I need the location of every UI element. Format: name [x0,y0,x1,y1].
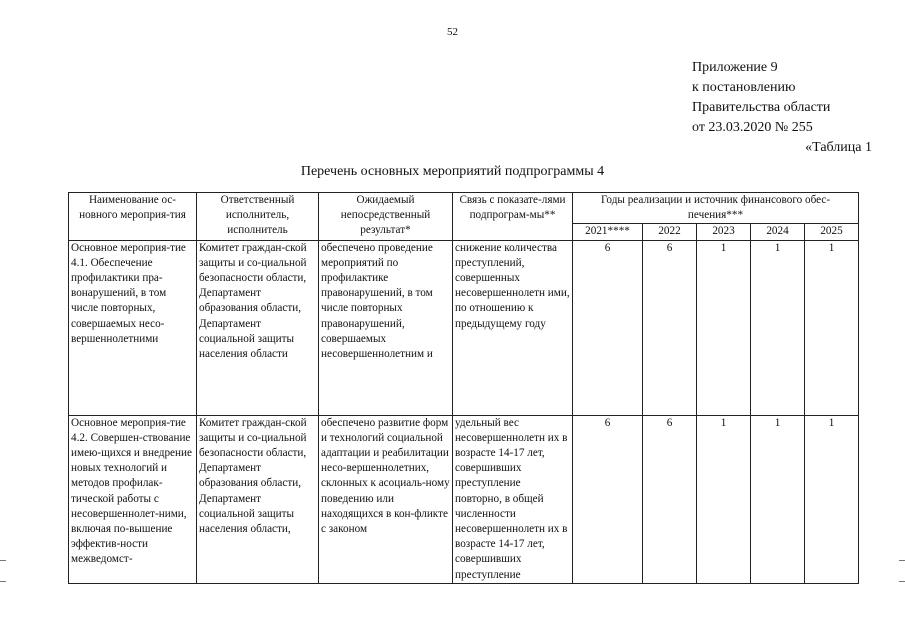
header-year: 2023 [697,224,751,240]
measure-indicator: снижение количества преступлений, совершенных несовершеннолетн ими, по отношению к предыдущему году [453,240,573,415]
measure-result: обеспечено проведение мероприятий по профилактике правонарушений, в том числе повторных правонарушений, совершаемых несовершеннолетним и [319,240,453,415]
scan-edge-mark [0,560,6,582]
measure-executor: Комитет граждан-ской защиты и со-циальной безопасности области, Департамент образования области, Департамент социальной защиты населения области, [197,415,319,583]
header-year: 2024 [751,224,805,240]
year-value: 6 [573,240,643,415]
table-row [69,240,859,415]
year-value: 1 [697,415,751,583]
appendix-block [692,58,872,158]
header-year: 2022 [643,224,697,240]
header-result: Ожидаемый непосредственный результат* [319,193,453,241]
year-value: 6 [643,415,697,583]
scan-edge-mark [899,560,905,582]
measures-table [68,192,859,584]
header-year: 2021**** [573,224,643,240]
year-value: 6 [573,415,643,583]
measure-executor: Комитет граждан-ской защиты и со-циальной безопасности области, Департамент образования области, Департамент социальной защиты населения области [197,240,319,415]
header-row [69,193,859,224]
appendix-line: Приложение 9 [692,60,778,75]
year-value: 1 [751,415,805,583]
measure-name: Основное мероприя-тие 4.1. Обеспечение профилактики пра-вонарушений, в том числе повторных, совершаемых несо-вершеннолетними [69,240,197,415]
header-year: 2025 [805,224,859,240]
page-number: 52 [447,26,458,38]
header-years-group: Годы реализации и источник финансового обес-печения*** [573,193,859,224]
appendix-line: от 23.03.2020 № 255 [692,120,813,135]
header-executor: Ответственный исполнитель, исполнитель [197,193,319,241]
table-label: «Таблица 1 [805,140,872,155]
measure-result: обеспечено развитие форм и технологий социальной адаптации и реабилитации несо-вершеннолетних, склонных к асоциаль-ному поведению или находящихся в кон-фликте с законом [319,415,453,583]
year-value: 1 [697,240,751,415]
document-title: Перечень основных мероприятий подпрограммы 4 [300,164,605,179]
year-value: 1 [751,240,805,415]
year-value: 1 [805,240,859,415]
appendix-line: к постановлению [692,80,796,95]
header-name: Наименование ос-новного мероприя-тия [69,193,197,241]
header-indicator: Связь с показате-лями подпрограм-мы** [453,193,573,241]
year-value: 6 [643,240,697,415]
measure-indicator: удельный вес несовершеннолетн их в возрасте 14-17 лет, совершивших преступление повторно, в общей численности несовершеннолетн их в возрасте 14-17 лет, совершивших преступление [453,415,573,583]
table-row [69,415,859,583]
measure-name: Основное мероприя-тие 4.2. Совершен-ствование имею-щихся и внедрение новых технологий и методов профилак-тической работы с несовершеннолет-ними, включая по-вышение эффектив-ности межведомст- [69,415,197,583]
year-value: 1 [805,415,859,583]
appendix-line: Правительства области [692,100,831,115]
